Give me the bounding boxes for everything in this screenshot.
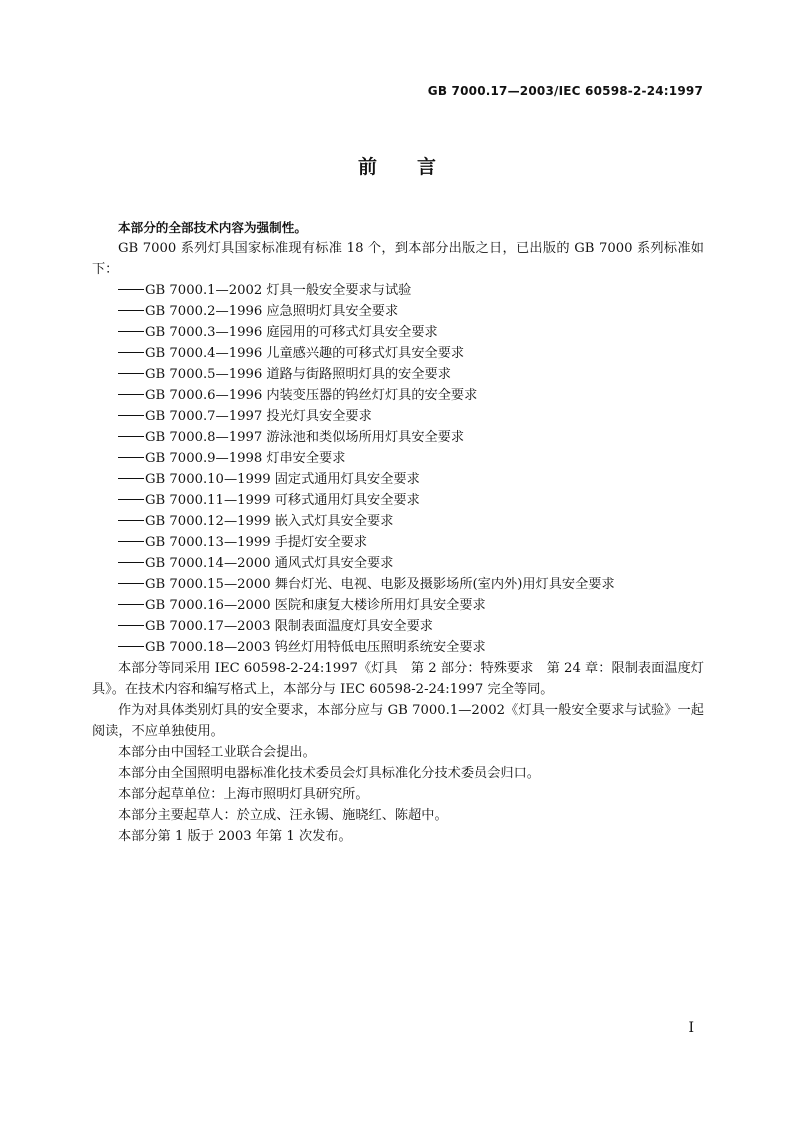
standard-name: 灯串安全要求 [266,451,346,466]
standard-list-item [92,406,704,427]
em-dash-marker [118,583,144,584]
standards-list [92,280,704,658]
standard-code: GB 7000.17—2003 [145,619,271,634]
standard-list-item [92,448,704,469]
standard-list-item [92,616,704,637]
standard-name: 庭园用的可移式灯具安全要求 [266,325,438,340]
proposed-by-paragraph: 本部分由中国轻工业联合会提出。 [118,745,316,760]
em-dash-marker [118,478,144,479]
standard-code: GB 7000.6—1996 [145,388,263,403]
standard-list-item [92,280,704,301]
standard-code: GB 7000.13—1999 [145,535,271,550]
em-dash-marker [118,541,144,542]
standard-code: GB 7000.14—2000 [145,556,271,571]
standard-name: 内装变压器的钨丝灯灯具的安全要求 [266,388,478,403]
mandatory-note: 本部分的全部技术内容为强制性。 [118,220,307,235]
em-dash-marker [118,436,144,437]
standard-code: GB 7000.1—2002 [145,283,263,298]
standard-list-item [92,553,704,574]
equivalence-paragraph: 本部分等同采用 IEC 60598-2-24:1997《灯具 第 2 部分：特殊要求 第 24 章：限制表面温度灯具》。在技术内容和编写格式上，本部分与 IEC 60598-2-24:1997 完全等同。 [92,661,704,697]
series-note: GB 7000 系列灯具国家标准现有标准 18 个，到本部分出版之日，已出版的 GB 7000 系列标准如下： [92,241,704,277]
standard-name: 通风式灯具安全要求 [274,556,394,571]
standard-list-item [92,490,704,511]
em-dash-marker [118,394,144,395]
standard-name: 医院和康复大楼诊所用灯具安全要求 [274,598,486,613]
standard-name: 道路与街路照明灯具的安全要求 [266,367,451,382]
drafters-paragraph: 本部分主要起草人：於立成、汪永锡、施晓红、陈超中。 [118,808,448,823]
em-dash-marker [118,373,144,374]
standard-list-item [92,532,704,553]
em-dash-marker [118,646,144,647]
standard-code: GB 7000.3—1996 [145,325,263,340]
standard-list-item [92,637,704,658]
standard-list-item [92,427,704,448]
em-dash-marker [118,415,144,416]
standard-code: GB 7000.11—1999 [145,493,271,508]
standard-list-item [92,469,704,490]
em-dash-marker [118,289,144,290]
standard-list-item [92,511,704,532]
standard-name: 手提灯安全要求 [274,535,368,550]
standard-name: 限制表面温度灯具安全要求 [274,619,433,634]
page-number: I [688,1020,694,1036]
em-dash-marker [118,310,144,311]
standard-code: GB 7000.15—2000 [145,577,271,592]
standard-name: 灯具一般安全要求与试验 [266,283,412,298]
standard-name: 嵌入式灯具安全要求 [274,514,394,529]
em-dash-marker [118,499,144,500]
standard-name: 舞台灯光、电视、电影及摄影场所(室内外)用灯具安全要求 [274,577,615,592]
standard-name: 游泳池和类似场所用灯具安全要求 [266,430,465,445]
standard-name: 钨丝灯用特低电压照明系统安全要求 [274,640,486,655]
standard-list-item [92,322,704,343]
page-title: 前言 [357,156,476,178]
standard-code: GB 7000.5—1996 [145,367,263,382]
em-dash-marker [118,562,144,563]
standard-name: 可移式通用灯具安全要求 [274,493,420,508]
standard-list-item [92,595,704,616]
standard-list-item [92,364,704,385]
standard-list-item [92,385,704,406]
standard-code: GB 7000.4—1996 [145,346,263,361]
usage-paragraph: 作为对具体类别灯具的安全要求，本部分应与 GB 7000.1—2002《灯具一般安全要求与试验》一起阅读，不应单独使用。 [92,703,704,739]
standard-code: GB 7000.2—1996 [145,304,263,319]
em-dash-marker [118,625,144,626]
standard-list-item [92,301,704,322]
em-dash-marker [118,520,144,521]
standard-code-header: GB 7000.17—2003/IEC 60598-2-24:1997 [427,84,703,98]
standard-code: GB 7000.7—1997 [145,409,263,424]
standard-name: 固定式通用灯具安全要求 [274,472,420,487]
edition-paragraph: 本部分第 1 版于 2003 年第 1 次发布。 [118,829,352,844]
standard-code: GB 7000.16—2000 [145,598,271,613]
foreword-body [92,217,704,847]
standard-code: GB 7000.18—2003 [145,640,271,655]
standard-code: GB 7000.12—1999 [145,514,271,529]
standard-code: GB 7000.8—1997 [145,430,263,445]
standard-code: GB 7000.10—1999 [145,472,271,487]
standard-list-item [92,574,704,595]
em-dash-marker [118,604,144,605]
em-dash-marker [118,352,144,353]
standard-name: 儿童感兴趣的可移式灯具安全要求 [266,346,465,361]
standard-code: GB 7000.9—1998 [145,451,263,466]
standard-list-item [92,343,704,364]
drafting-unit-paragraph: 本部分起草单位：上海市照明灯具研究所。 [118,787,369,802]
em-dash-marker [118,331,144,332]
em-dash-marker [118,457,144,458]
standard-name: 投光灯具安全要求 [266,409,372,424]
standard-name: 应急照明灯具安全要求 [266,304,399,319]
centralized-by-paragraph: 本部分由全国照明电器标准化技术委员会灯具标准化分技术委员会归口。 [118,766,540,781]
